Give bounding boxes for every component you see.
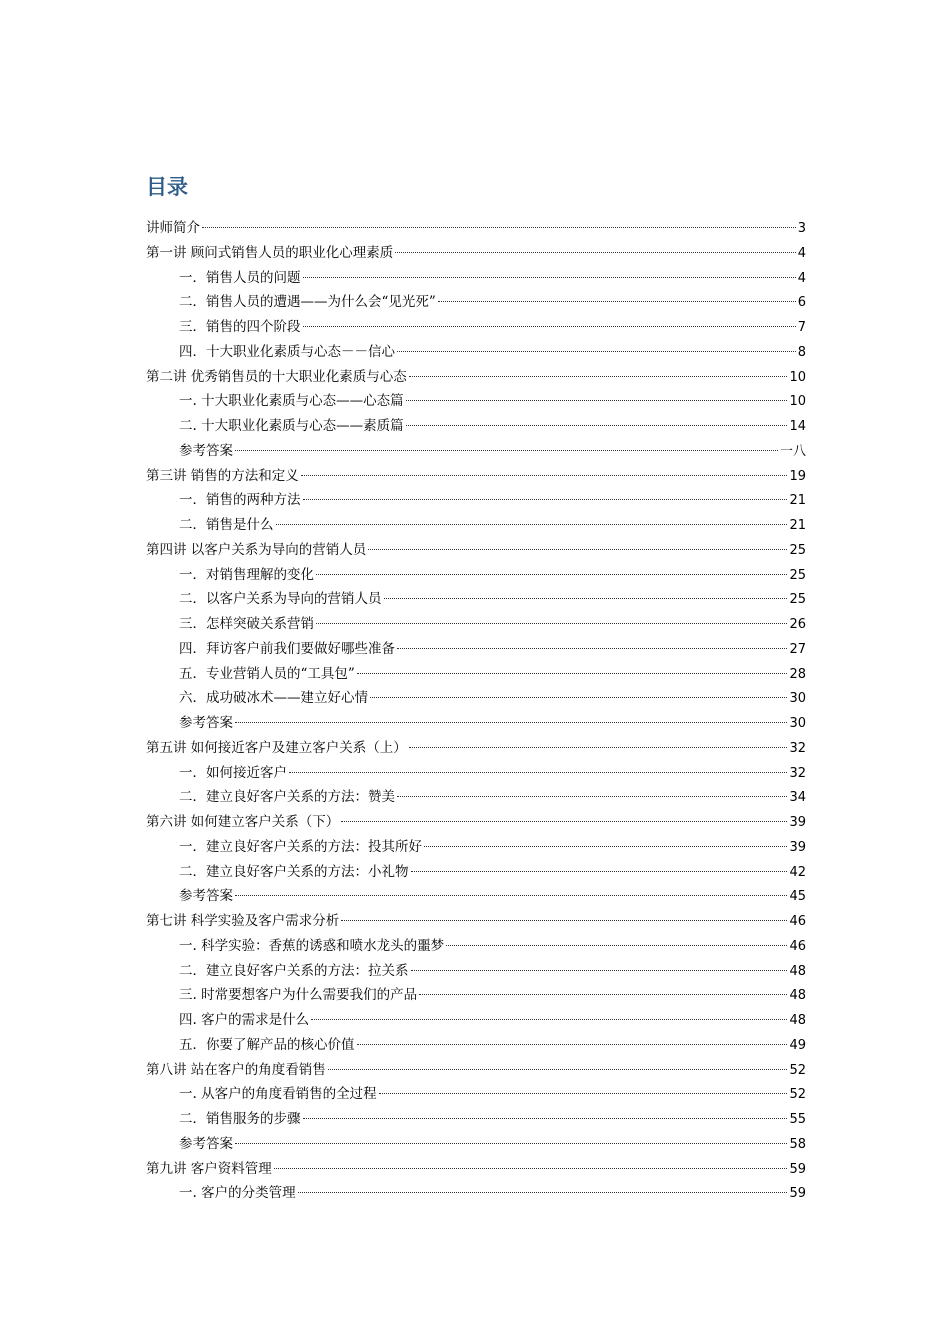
toc-entry-text[interactable]: 四. 客户的需求是什么	[179, 1012, 310, 1028]
toc-entry[interactable]	[146, 662, 806, 687]
toc-dot-leader	[395, 252, 795, 253]
toc-entry[interactable]	[146, 785, 806, 810]
toc-page-number[interactable]: 一八	[779, 443, 806, 459]
toc-page-number[interactable]: 21	[789, 493, 806, 509]
toc-page-number[interactable]: 46	[789, 914, 806, 929]
toc-entry-text[interactable]: 参考答案	[179, 1135, 233, 1152]
toc-entry-text[interactable]: 一. 科学实验：香蕉的诱惑和喷水龙头的噩梦	[179, 937, 445, 954]
toc-page-number[interactable]: 4	[797, 245, 806, 261]
toc-page-number[interactable]: 34	[789, 790, 806, 806]
toc-entry[interactable]	[146, 1157, 806, 1182]
toc-dot-leader	[235, 450, 778, 451]
toc-dot-leader	[406, 400, 788, 401]
toc-dot-leader	[379, 1093, 788, 1094]
toc-entry[interactable]	[146, 736, 806, 761]
toc-entry-text[interactable]: 二．建立良好客户关系的方法：小礼物	[179, 863, 409, 880]
toc-entry[interactable]	[146, 711, 806, 736]
toc-page-number[interactable]: 49	[789, 1037, 806, 1053]
toc-entry[interactable]	[146, 414, 806, 439]
toc-page-number[interactable]: 59	[789, 1186, 806, 1202]
toc-entry-text[interactable]: 二．销售人员的遭遇——为什么会“见光死”	[179, 294, 436, 311]
toc-dot-leader	[235, 722, 787, 723]
toc-entry[interactable]	[146, 1181, 806, 1206]
toc-entry-text[interactable]: 第二讲 优秀销售员的十大职业化素质与心态	[146, 368, 407, 385]
toc-entry[interactable]	[146, 1082, 806, 1107]
toc-entry[interactable]	[146, 884, 806, 909]
toc-entry-text[interactable]: 一．销售人员的问题	[179, 269, 301, 286]
toc-entry-text[interactable]: 一．如何接近客户	[179, 764, 287, 781]
toc-title: 目录	[146, 175, 188, 199]
toc-entry[interactable]	[146, 860, 806, 885]
toc-entry[interactable]	[146, 389, 806, 414]
toc-entry[interactable]	[146, 290, 806, 315]
toc-page-number[interactable]: 32	[789, 765, 806, 781]
toc-entry-text[interactable]: 二．建立良好客户关系的方法：拉关系	[179, 962, 409, 979]
toc-entry-text[interactable]: 一. 客户的分类管理	[179, 1185, 296, 1202]
toc-entry-text[interactable]: 一．建立良好客户关系的方法：投其所好	[179, 838, 422, 855]
toc-page-number[interactable]: 46	[789, 938, 806, 954]
toc-entry-text[interactable]: 二．销售服务的步骤	[179, 1111, 301, 1127]
toc-page-number[interactable]: 48	[789, 963, 806, 979]
toc-dot-leader	[411, 970, 788, 971]
toc-entry[interactable]	[146, 983, 806, 1008]
toc-dot-leader	[303, 326, 796, 327]
toc-page-number[interactable]: 28	[789, 666, 806, 682]
toc-entry-text[interactable]: 二．以客户关系为导向的营销人员	[179, 591, 382, 608]
toc-page-number[interactable]: 45	[789, 889, 806, 905]
toc-entry-text[interactable]: 第四讲 以客户关系为导向的营销人员	[146, 541, 367, 558]
toc-entry-text[interactable]: 一．对销售理解的变化	[179, 566, 314, 583]
toc-entry-text[interactable]: 三．怎样突破关系营销	[179, 616, 314, 632]
toc-page-number[interactable]: 7	[797, 320, 806, 335]
toc-entry[interactable]	[146, 909, 806, 934]
toc-entry-text[interactable]: 六．成功破冰术——建立好心情	[179, 690, 368, 707]
toc-dot-leader	[311, 1019, 787, 1020]
toc-dot-leader	[397, 796, 787, 797]
toc-page-number[interactable]: 58	[789, 1136, 806, 1152]
toc-dot-leader	[368, 549, 787, 550]
toc-dot-leader	[303, 277, 796, 278]
toc-entry-text[interactable]: 二．销售是什么	[179, 517, 274, 533]
toc-page-number[interactable]: 48	[789, 1013, 806, 1028]
toc-entry-text[interactable]: 三. 时常要想客户为什么需要我们的产品	[179, 987, 418, 1004]
toc-page-number[interactable]: 21	[789, 518, 806, 533]
toc-dot-leader	[303, 1118, 788, 1119]
toc-dot-leader	[409, 376, 788, 377]
toc-page-number[interactable]: 25	[789, 567, 806, 583]
toc-dot-leader	[424, 846, 787, 847]
toc-dot-leader	[235, 895, 787, 896]
toc-entry[interactable]	[146, 340, 806, 365]
toc-entry-text[interactable]: 第三讲 销售的方法和定义	[146, 467, 299, 484]
toc-entry[interactable]	[146, 464, 806, 489]
toc-dot-leader	[406, 425, 788, 426]
toc-entry-text[interactable]: 参考答案	[179, 888, 233, 905]
toc-entry[interactable]	[146, 959, 806, 984]
toc-entry[interactable]	[146, 1008, 806, 1033]
toc-entry[interactable]	[146, 686, 806, 711]
toc-page-number[interactable]: 52	[789, 1062, 806, 1078]
toc-entry-text[interactable]: 第一讲 顾问式销售人员的职业化心理素质	[146, 244, 394, 261]
toc-dot-leader	[298, 1192, 788, 1193]
toc-page-number[interactable]: 55	[789, 1112, 806, 1127]
toc-entry-text[interactable]: 一. 从客户的角度看销售的全过程	[179, 1086, 377, 1103]
toc-entry-text[interactable]: 二. 十大职业化素质与心态——素质篇	[179, 418, 404, 434]
toc-entry[interactable]	[146, 761, 806, 786]
toc-dot-leader	[411, 871, 788, 872]
toc-entry-text[interactable]: 第五讲 如何接近客户及建立客户关系（上）	[146, 739, 407, 756]
toc-entry-text[interactable]: 一. 十大职业化素质与心态——心态篇	[179, 393, 404, 410]
toc-entry[interactable]	[146, 1107, 806, 1132]
toc-dot-leader	[357, 1044, 788, 1045]
toc-page-number[interactable]: 52	[789, 1087, 806, 1103]
toc-entry-text[interactable]: 参考答案	[179, 715, 233, 731]
toc-entry-text[interactable]: 五．你要了解产品的核心价值	[179, 1036, 355, 1053]
toc-entry[interactable]	[146, 810, 806, 835]
toc-dot-leader	[438, 301, 796, 302]
toc-dot-leader	[303, 499, 788, 500]
toc-dot-leader	[370, 697, 787, 698]
toc-entry[interactable]	[146, 637, 806, 662]
toc-entry[interactable]	[146, 1132, 806, 1157]
toc-entry-text[interactable]: 第六讲 如何建立客户关系（下）	[146, 814, 340, 830]
toc-page-number[interactable]: 30	[789, 691, 806, 707]
toc-dot-leader	[289, 772, 787, 773]
toc-entry-text[interactable]: 第九讲 客户资料管理	[146, 1160, 272, 1177]
toc-page-number[interactable]: 26	[789, 617, 806, 632]
toc-entry-text[interactable]: 五．专业营销人员的“工具包”	[179, 665, 355, 682]
toc-dot-leader	[419, 994, 787, 995]
toc-dot-leader	[384, 598, 788, 599]
toc-page-number[interactable]: 59	[789, 1161, 806, 1177]
toc-entry[interactable]	[146, 538, 806, 563]
toc-entry[interactable]	[146, 587, 806, 612]
toc-page-number[interactable]: 4	[797, 270, 806, 286]
toc-entry-text[interactable]: 第七讲 科学实验及客户需求分析	[146, 913, 340, 929]
toc-page-number[interactable]: 14	[789, 419, 806, 434]
toc-dot-leader	[357, 673, 788, 674]
toc-entry-text[interactable]: 四．拜访客户前我们要做好哪些准备	[179, 640, 395, 657]
toc-dot-leader	[409, 747, 788, 748]
toc-entry[interactable]	[146, 1033, 806, 1058]
toc-list	[146, 216, 806, 1206]
toc-dot-leader	[341, 821, 787, 822]
toc-dot-leader	[202, 227, 796, 228]
toc-dot-leader	[446, 945, 787, 946]
toc-page-number[interactable]: 39	[789, 839, 806, 855]
toc-entry[interactable]	[146, 488, 806, 513]
toc-dot-leader	[397, 648, 787, 649]
toc-entry-text[interactable]: 讲师简介	[146, 220, 200, 236]
toc-entry[interactable]	[146, 934, 806, 959]
toc-dot-leader	[328, 1069, 788, 1070]
toc-dot-leader	[235, 1143, 787, 1144]
toc-entry[interactable]	[146, 241, 806, 266]
toc-entry[interactable]	[146, 266, 806, 291]
toc-page-number[interactable]: 48	[789, 988, 806, 1004]
toc-entry[interactable]	[146, 513, 806, 538]
toc-entry-text[interactable]: 第八讲 站在客户的角度看销售	[146, 1061, 326, 1078]
toc-page-number[interactable]: 10	[789, 369, 806, 385]
toc-dot-leader	[341, 920, 787, 921]
toc-dot-leader	[301, 475, 788, 476]
toc-entry[interactable]	[146, 1058, 806, 1083]
toc-dot-leader	[316, 574, 787, 575]
toc-entry[interactable]	[146, 612, 806, 637]
toc-entry-text[interactable]: 四．十大职业化素质与心态－－信心	[179, 343, 395, 360]
toc-dot-leader	[316, 623, 787, 624]
toc-dot-leader	[274, 1168, 788, 1169]
toc-entry[interactable]	[146, 365, 806, 390]
toc-page-number[interactable]: 32	[789, 740, 806, 756]
toc-page-number[interactable]: 3	[797, 221, 806, 236]
toc-page-number[interactable]: 19	[789, 468, 806, 484]
toc-page-number[interactable]: 6	[797, 295, 806, 311]
toc-dot-leader	[397, 351, 796, 352]
toc-entry[interactable]	[146, 563, 806, 588]
toc-entry[interactable]	[146, 315, 806, 340]
toc-page-number[interactable]: 30	[789, 716, 806, 731]
toc-entry-text[interactable]: 二．建立良好客户关系的方法：赞美	[179, 789, 395, 806]
toc-page-number[interactable]: 27	[789, 641, 806, 657]
toc-page-number[interactable]: 25	[789, 592, 806, 608]
toc-dot-leader	[276, 524, 788, 525]
toc-entry[interactable]	[146, 439, 806, 464]
toc-entry-text[interactable]: 三．销售的四个阶段	[179, 319, 301, 335]
toc-page-number[interactable]: 42	[789, 864, 806, 880]
toc-page-number[interactable]: 8	[797, 344, 806, 360]
toc-page-number[interactable]: 39	[789, 815, 806, 830]
toc-entry[interactable]	[146, 216, 806, 241]
toc-page-number[interactable]: 25	[789, 542, 806, 558]
toc-entry[interactable]	[146, 835, 806, 860]
toc-entry-text[interactable]: 一．销售的两种方法	[179, 492, 301, 509]
toc-entry-text[interactable]: 参考答案	[179, 442, 233, 459]
toc-page-number[interactable]: 10	[789, 394, 806, 410]
